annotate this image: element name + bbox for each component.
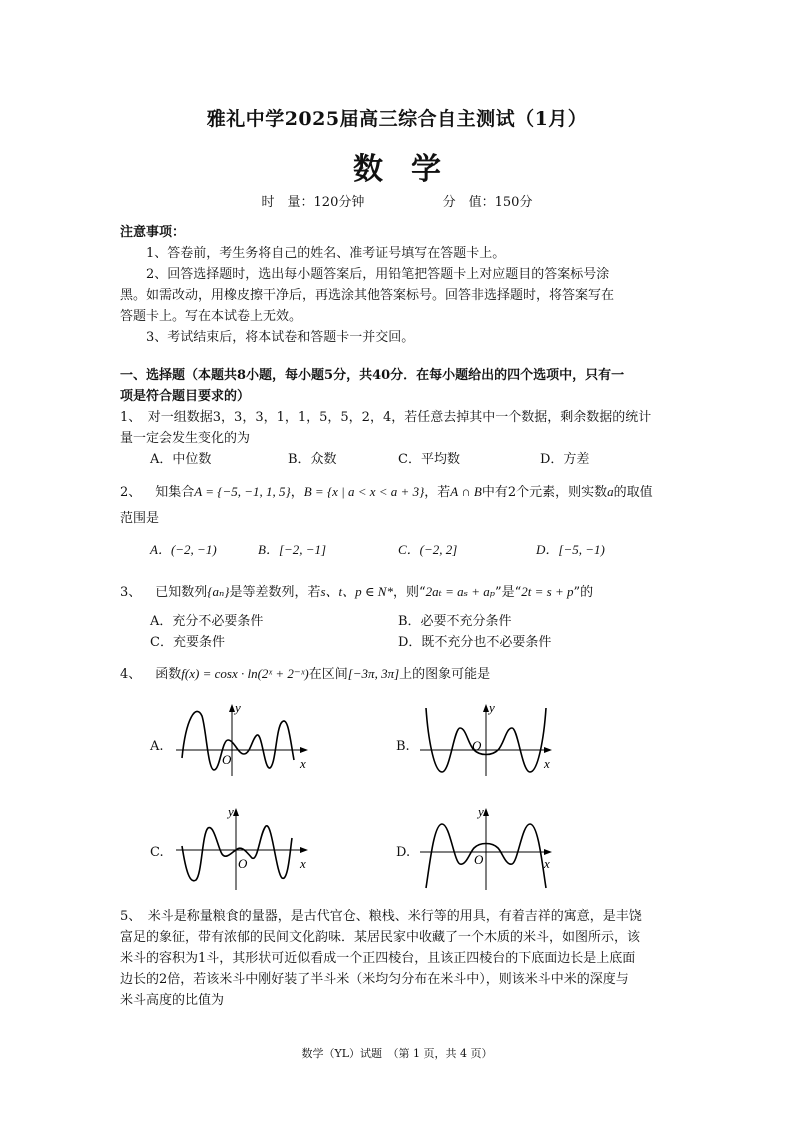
q3-text-5: ”的 bbox=[573, 585, 594, 600]
q4-graph-b bbox=[416, 698, 558, 778]
x-axis-arrow bbox=[544, 747, 552, 753]
q1-stem-2: 量一定会发生变化的为 bbox=[120, 431, 251, 446]
q2-option-c: C．(−2, 2] bbox=[398, 542, 458, 557]
q5-stem-2: 富足的象征，带有浓郁的民间文化韵味．某居民家中收藏了一个木质的米斗，如图所示，该 bbox=[120, 930, 641, 945]
q3-stem bbox=[120, 583, 593, 602]
curve bbox=[182, 826, 292, 881]
q3-text-2: 是等差数列，若 bbox=[229, 585, 321, 600]
exam-meta bbox=[0, 191, 794, 210]
notes-heading: 注意事项： bbox=[120, 225, 186, 240]
q4-interval: [−3π, 3π] bbox=[347, 666, 400, 681]
q3-text-1: 已知数列 bbox=[155, 585, 208, 600]
notes-line-1: 1、答卷前，考生务将自己的姓名、准考证号填写在答题卡上。 bbox=[146, 246, 506, 261]
q2-intersection: A ∩ B bbox=[450, 484, 482, 499]
y-label: y bbox=[235, 700, 241, 715]
x-label: x bbox=[544, 756, 550, 771]
y-axis-arrow bbox=[233, 808, 239, 816]
exam-score: 分 值：150分 bbox=[442, 195, 533, 210]
q4-graph-d bbox=[416, 802, 558, 892]
curve bbox=[182, 711, 294, 770]
q1-option-a: A．中位数 bbox=[150, 452, 212, 467]
notes-line-2: 2、回答选择题时，选出每小题答案后，用铅笔把答题卡上对应题目的答案标号涂 bbox=[146, 267, 610, 282]
q5-stem-4: 边长的2倍，若该米斗中刚好装了半斗米（米均匀分布在米斗中），则该米斗中米的深度与 bbox=[120, 972, 629, 987]
origin-label: O bbox=[474, 852, 484, 867]
q3-option-b: B．必要不充分条件 bbox=[398, 614, 512, 629]
q2-sep: ， bbox=[290, 485, 304, 500]
x-axis-arrow bbox=[300, 847, 308, 853]
q3-vars: s、t、p ∈ N* bbox=[320, 584, 393, 599]
x-label: x bbox=[544, 856, 550, 871]
q3-sequence: {aₙ} bbox=[207, 584, 230, 599]
q2-option-d: D．[−5, −1) bbox=[536, 542, 605, 557]
notes-line-3: 黑。如需改动，用橡皮擦干净后，再选涂其他答案标号。回答非选择题时，将答案写在 bbox=[120, 288, 615, 303]
q3-text-4: ”是“ bbox=[494, 585, 522, 600]
q2-stem-2: 范围是 bbox=[120, 511, 160, 526]
q3-option-a: A．充分不必要条件 bbox=[150, 614, 264, 629]
q1-option-d: D．方差 bbox=[540, 452, 590, 467]
q4-graph-c bbox=[172, 802, 314, 892]
q1-option-c: C．平均数 bbox=[398, 452, 460, 467]
q3-condition-1: 2aₜ = aₛ + aₚ bbox=[425, 584, 495, 599]
y-axis-arrow bbox=[483, 808, 489, 816]
notes-line-5: 3、考试结束后，将本试卷和答题卡一并交回。 bbox=[146, 330, 415, 345]
q4-function: f(x) = cosx · ln(2ˣ + 2⁻ˣ) bbox=[181, 666, 309, 681]
x-label: x bbox=[300, 756, 306, 771]
q4-label-b: B. bbox=[396, 739, 410, 754]
q2-set-a: A = {−5, −1, 1, 5} bbox=[194, 484, 291, 499]
subject-title: 数学 bbox=[353, 152, 469, 187]
q1-stem-1: 1、 对一组数据3，3，3，1，1，5，5，2，4，若任意去掉其中一个数据，剩余数据的统计 bbox=[120, 410, 652, 425]
x-axis-arrow bbox=[544, 849, 552, 855]
q2-text-2: ，若 bbox=[424, 485, 451, 500]
q2-var-a: a bbox=[607, 484, 614, 499]
section-1-heading: 一、选择题（本题共8小题，每小题5分，共40分．在每小题给出的四个选项中，只有一 bbox=[120, 368, 625, 383]
exam-time: 时 量：120分钟 bbox=[261, 195, 365, 210]
q4-stem bbox=[120, 665, 490, 684]
q2-stem-1 bbox=[120, 483, 653, 502]
q3-text-3: ，则“ bbox=[392, 585, 426, 600]
q5-stem-5: 米斗高度的比值为 bbox=[120, 993, 225, 1008]
q2-set-b: B = {x | a < x < a + 3} bbox=[303, 484, 425, 499]
q4-label-d: D. bbox=[396, 845, 411, 860]
origin-label: O bbox=[238, 856, 248, 871]
q4-text-3: 上的图象可能是 bbox=[399, 667, 491, 682]
q2-number: 2、 bbox=[120, 485, 142, 500]
y-label: y bbox=[228, 804, 234, 819]
x-label: x bbox=[300, 856, 306, 871]
q1-option-b: B．众数 bbox=[288, 452, 337, 467]
section-1-heading-cont: 项是符合题目要求的） bbox=[120, 389, 251, 404]
q5-stem-3: 米斗的容积为1斗，其形状可近似看成一个正四棱台，且该正四棱台的下底面边长是上底面 bbox=[120, 951, 636, 966]
y-label: y bbox=[478, 804, 484, 819]
page-footer: 数学（YL）试题 （第 1 页，共 4 页） bbox=[301, 1047, 493, 1060]
q4-number: 4、 bbox=[120, 667, 142, 682]
notes-line-4: 答题卡上。写在本试卷上无效。 bbox=[120, 309, 303, 324]
q3-condition-2: 2t = s + p bbox=[521, 584, 574, 599]
q4-label-a: A. bbox=[150, 739, 164, 754]
q4-graph-a bbox=[172, 698, 314, 778]
origin-label: O bbox=[222, 752, 232, 767]
q2-text-1: 知集合 bbox=[155, 485, 195, 500]
exam-title: 雅礼中学2025届高三综合自主测试（1月） bbox=[206, 108, 588, 130]
origin-label: O bbox=[472, 738, 482, 753]
x-axis-arrow bbox=[300, 747, 308, 753]
q2-text-3: 中有2个元素，则实数 bbox=[481, 485, 608, 500]
q2-option-b: B．[−2, −1] bbox=[258, 542, 327, 557]
q4-text-2: 在区间 bbox=[308, 667, 348, 682]
q4-label-c: C. bbox=[150, 845, 164, 860]
q5-stem-1: 5、 米斗是称量粮食的量器，是古代官仓、粮栈、米行等的用具，有着吉祥的寓意，是丰饶 bbox=[120, 909, 642, 924]
q3-number: 3、 bbox=[120, 585, 142, 600]
q4-text-1: 函数 bbox=[155, 667, 182, 682]
q2-text-4: 的取值 bbox=[613, 485, 653, 500]
y-label: y bbox=[489, 700, 495, 715]
q3-option-c: C．充要条件 bbox=[150, 635, 225, 650]
q3-option-d: D．既不充分也不必要条件 bbox=[398, 635, 552, 650]
q2-option-a: A．(−2, −1) bbox=[150, 542, 217, 557]
